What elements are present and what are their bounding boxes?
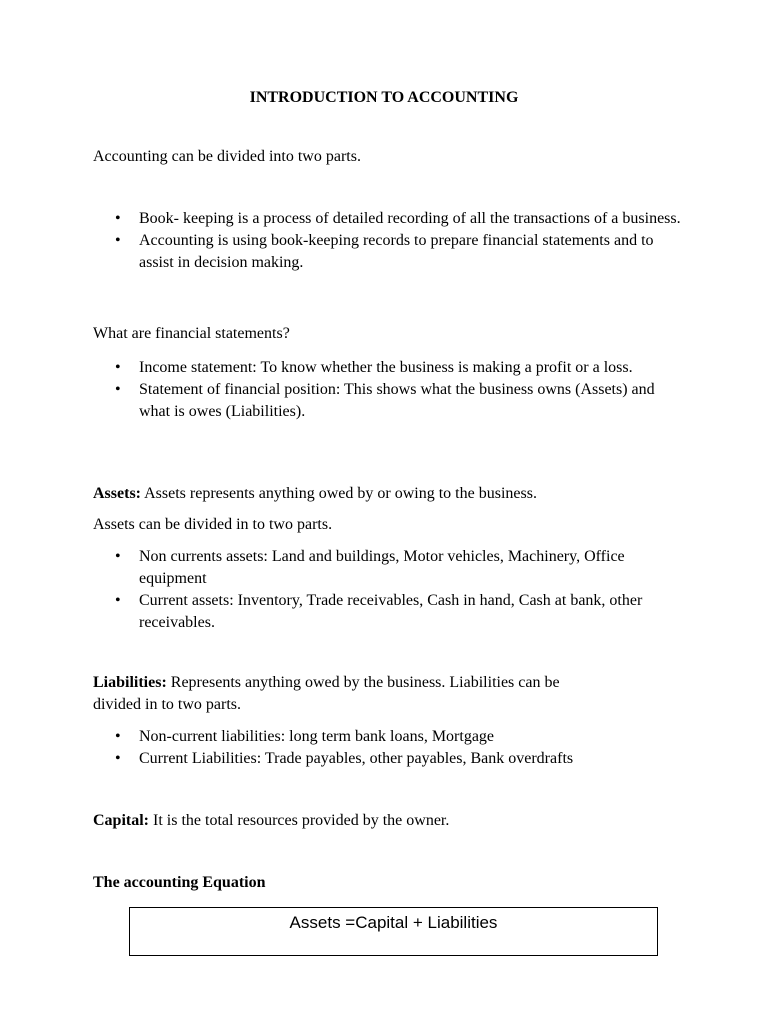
liabilities-list xyxy=(93,726,683,770)
capital-definition-text: It is the total resources provided by the owner. xyxy=(149,812,450,829)
capital-definition xyxy=(93,810,449,832)
liabilities-definition-text: Represents anything owed by the business. Liabilities can be xyxy=(166,674,560,691)
assets-label: Assets: xyxy=(93,485,141,502)
assets-definition-text: Assets represents anything owed by or owing to the business. xyxy=(141,485,537,502)
equation-box xyxy=(129,907,658,956)
list-item: • Book- keeping is a process of detailed recording of all the transactions of a business. xyxy=(93,208,683,230)
list-item: • Accounting is using book-keeping records to prepare financial statements and to assist in decision making. xyxy=(93,230,683,274)
assets-intro: Assets can be divided in to two parts. xyxy=(93,516,333,533)
list-item: • Income statement: To know whether the business is making a profit or a loss. xyxy=(93,357,683,379)
accounting-parts-list xyxy=(93,208,683,274)
assets-definition xyxy=(93,483,537,505)
assets-list xyxy=(93,546,683,634)
list-item: • Non currents assets: Land and buildings, Motor vehicles, Machinery, Office equipment xyxy=(93,546,683,590)
list-item: • Current assets: Inventory, Trade receivables, Cash in hand, Cash at bank, other receivables. xyxy=(93,590,683,634)
list-item: • Statement of financial position: This shows what the business owns (Assets) and what is owes (Liabilities). xyxy=(93,379,683,423)
list-item: • Non-current liabilities: long term bank loans, Mortgage xyxy=(93,726,683,748)
liabilities-definition-continued: divided in to two parts. xyxy=(93,696,241,713)
financial-statements-question: What are financial statements? xyxy=(93,325,290,342)
list-item: • Current Liabilities: Trade payables, other payables, Bank overdrafts xyxy=(93,748,683,770)
capital-label: Capital: xyxy=(93,812,149,829)
page-title: INTRODUCTION TO ACCOUNTING xyxy=(249,89,519,106)
equation-heading: The accounting Equation xyxy=(93,874,266,891)
financial-statements-list xyxy=(93,357,683,423)
liabilities-definition xyxy=(93,672,560,694)
liabilities-label: Liabilities: xyxy=(93,674,167,691)
intro-paragraph: Accounting can be divided into two parts. xyxy=(93,148,361,165)
equation-formula: Assets =Capital + Liabilities xyxy=(289,913,498,932)
